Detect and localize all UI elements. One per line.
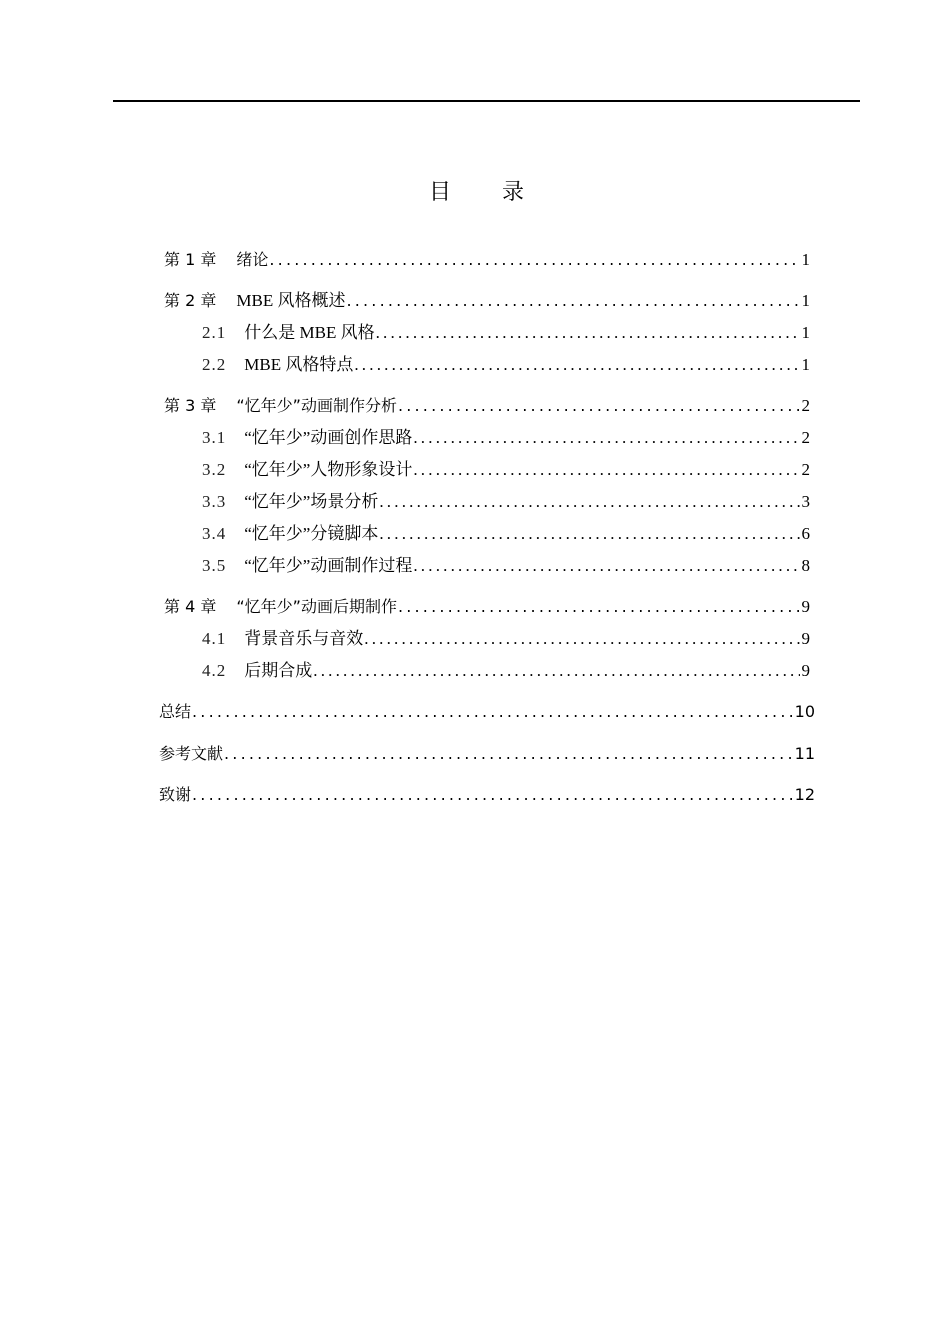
toc-entry-summary[interactable]	[159, 700, 815, 724]
toc-entry-chapter-1[interactable]	[164, 248, 810, 272]
toc-entry-title: “忆年少”动画后期制作	[236, 597, 397, 616]
toc-dot-leader	[398, 595, 800, 619]
toc-entry-page: 2	[801, 428, 810, 447]
header-rule	[113, 100, 860, 102]
toc-dot-leader	[379, 522, 799, 546]
toc-entry-number: 3.1	[202, 428, 227, 447]
toc-entry-number: 3.2	[202, 460, 227, 479]
toc-entry-page: 9	[801, 661, 810, 680]
toc-entry-title: MBE 风格概述	[236, 291, 346, 310]
toc-entry-section-3-1[interactable]	[202, 426, 810, 450]
toc-entry-page: 1	[801, 355, 810, 374]
toc-entry-title: 后期合成	[244, 661, 313, 680]
toc-entry-page: 9	[801, 597, 810, 616]
toc-dot-leader	[224, 742, 793, 766]
toc-entry-number: 3.5	[202, 556, 227, 575]
toc-entry-title: 总结	[159, 702, 192, 721]
toc-dot-leader	[346, 289, 799, 313]
toc-entry-number: 4.1	[202, 629, 227, 648]
toc-entry-title: “忆年少”场景分析	[244, 492, 379, 511]
toc-dot-leader	[364, 627, 799, 651]
toc-entry-page: 12	[794, 785, 815, 804]
toc-entry-number: 第 4 章	[164, 597, 217, 616]
toc-dot-leader	[413, 458, 799, 482]
toc-dot-leader	[413, 426, 799, 450]
toc-entry-title: 什么是 MBE 风格	[244, 323, 375, 342]
toc-entry-number: 3.4	[202, 524, 227, 543]
toc-dot-leader	[398, 394, 800, 418]
toc-entry-title: 背景音乐与音效	[244, 629, 364, 648]
toc-dot-leader	[354, 353, 799, 377]
toc-dot-leader	[376, 321, 800, 345]
toc-entry-page: 2	[801, 396, 810, 415]
toc-entry-section-3-2[interactable]	[202, 458, 810, 482]
toc-entry-title: MBE 风格特点	[244, 355, 354, 374]
toc-entry-number: 2.2	[202, 355, 227, 374]
toc-dot-leader	[192, 700, 793, 724]
toc-entry-section-3-3[interactable]	[202, 490, 810, 514]
toc-entry-title: “忆年少”动画制作分析	[236, 396, 397, 415]
toc-entry-title: “忆年少”人物形象设计	[244, 460, 413, 479]
toc-entry-references[interactable]	[159, 742, 815, 766]
toc-entry-page: 1	[801, 250, 810, 269]
toc-dot-leader	[413, 554, 799, 578]
toc-title: 目 录	[429, 180, 546, 205]
toc-dot-leader	[269, 248, 799, 272]
toc-dot-leader	[192, 783, 793, 807]
toc-entry-chapter-2[interactable]	[164, 289, 810, 313]
toc-entry-page: 1	[801, 291, 810, 310]
toc-entry-page: 10	[794, 702, 815, 721]
toc-entry-section-3-5[interactable]	[202, 554, 810, 578]
toc-dot-leader	[379, 490, 799, 514]
toc-dot-leader	[313, 659, 799, 683]
toc-entry-title: “忆年少”动画制作过程	[244, 556, 413, 575]
toc-entry-number: 2.1	[202, 323, 227, 342]
toc-entry-section-4-2[interactable]	[202, 659, 810, 683]
toc-entry-number: 第 2 章	[164, 291, 217, 310]
toc-entry-page: 2	[801, 460, 810, 479]
toc-entry-page: 8	[801, 556, 810, 575]
toc-entry-title: 致谢	[159, 785, 192, 804]
toc-entry-page: 1	[801, 323, 810, 342]
toc-entry-section-4-1[interactable]	[202, 627, 810, 651]
toc-entry-chapter-3[interactable]	[164, 394, 810, 418]
toc-entry-page: 9	[801, 629, 810, 648]
toc-entry-title: “忆年少”分镜脚本	[244, 524, 379, 543]
toc-entry-number: 第 3 章	[164, 396, 217, 415]
toc-entry-section-2-2[interactable]	[202, 353, 810, 377]
toc-entry-title: 绪论	[236, 250, 269, 269]
toc-entry-page: 6	[801, 524, 810, 543]
toc-entry-acknowledgements[interactable]	[159, 783, 815, 807]
toc-entry-page: 3	[801, 492, 810, 511]
toc-entry-number: 4.2	[202, 661, 227, 680]
toc-entry-page: 11	[794, 744, 815, 763]
toc-entry-section-3-4[interactable]	[202, 522, 810, 546]
toc-entry-title: 参考文献	[159, 744, 224, 763]
toc-entry-title: “忆年少”动画创作思路	[244, 428, 413, 447]
toc-entry-number: 第 1 章	[164, 250, 217, 269]
toc-entry-chapter-4[interactable]	[164, 595, 810, 619]
toc-entry-number: 3.3	[202, 492, 227, 511]
toc-entry-section-2-1[interactable]	[202, 321, 810, 345]
